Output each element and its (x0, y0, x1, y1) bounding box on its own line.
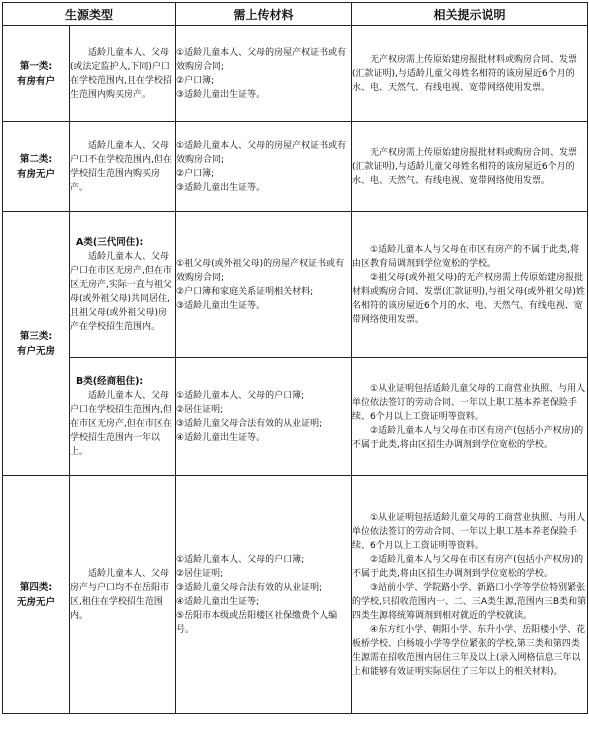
category-sublabel: 有房有户 (16, 75, 55, 87)
note-item: ①适龄儿童本人与父母在市区有房产的不属于此类,将由区教育局调剂到学位宽松的学校。 (352, 244, 579, 269)
material-item: ②居住证明; (176, 568, 224, 579)
material-item: ③适龄儿童父母合法有效的从业证明; (176, 418, 323, 429)
category-sublabel: 无房无户 (16, 596, 55, 608)
description-cell (70, 358, 176, 476)
description-cell (70, 212, 176, 358)
materials-cell (176, 26, 352, 122)
description-cell (70, 122, 176, 212)
material-item: ⑤岳阳市本级或岳阳楼区社保缴费个人编号。 (176, 610, 338, 635)
subcategory-title: A类(三代同住): (76, 236, 144, 248)
table-row (3, 358, 588, 476)
material-item: ④适龄儿童出生证等。 (176, 432, 266, 443)
note-item: ③站前小学、学院路小学、新路口小学等学位特别紧张的学校,只招收范围内一、二、三A类生源,范围内三B类和第四类生源将统筹调剂到相对就近的学校就读。 (352, 582, 587, 621)
material-item: ③适龄儿童出生证等。 (176, 182, 266, 193)
note-item: 无产权房需上传原始建房报批材料或购房合同、发票(汇款证明),与适龄儿童父母姓名相符的该房屋近6个月的水、电、天然气、有线电视、宽带网络使用发票。 (352, 54, 578, 93)
materials-cell (176, 212, 352, 358)
notes-cell (352, 212, 588, 358)
notes-cell (352, 476, 588, 714)
category-cell (3, 212, 70, 476)
category-label: 第二类: (19, 153, 53, 165)
description-text: 适龄儿童本人、父母户口在市区无房产,但在市区无房产,实际一直与祖父母(或外祖父母)共同居住,且祖父母(或外祖父母)房产在学校招生范围内。 (70, 251, 172, 332)
material-item: ①适龄儿童本人、父母的户口簿; (176, 390, 305, 401)
category-sublabel: 有房无户 (16, 168, 55, 180)
header-materials: 需上传材料 (176, 3, 352, 26)
table-row (3, 476, 588, 714)
materials-cell (176, 358, 352, 476)
notes-cell (352, 358, 588, 476)
note-item: ②适龄儿童本人与父母在市区有房产(包括小产权房)的不属于此类,将由区招生办调剂到学位宽松的学校。 (352, 425, 584, 450)
material-item: ①适龄儿童本人、父母的房屋产权证书或有效购房合同; (176, 47, 347, 72)
material-item: ①适龄儿童本人、父母的户口簿; (176, 554, 305, 565)
description-text: 适龄儿童本人、父母户口不在学校范围内,但在学校招生范围内购买房产。 (70, 140, 172, 193)
header-source-type: 生源类型 (3, 3, 176, 26)
subcategory-title: B类(经商租住): (76, 375, 144, 387)
enrollment-table (2, 2, 588, 714)
material-item: ③适龄儿童出生证等。 (176, 300, 266, 311)
category-label: 第四类: (19, 581, 53, 593)
note-item: ①从业证明包括适龄儿童父母的工商营业执照、与用人单位依法签订的劳动合同、一年以上职工基本养老保险手续、6个月以上工资证明等资料。 (352, 512, 586, 551)
category-label: 第一类: (19, 60, 53, 72)
category-cell (3, 26, 70, 122)
category-label: 第三类: (19, 330, 53, 342)
material-item: ③适龄儿童出生证等。 (176, 89, 266, 100)
note-item: ②祖父母(或外祖父母)的无产权房需上传原始建房报批材料或购房合同、发票(汇款证明),与祖父母(或外祖父母)姓名相符的该房屋近6个月的水、电、天然气、有线电视、宽带网络使用发票。 (352, 272, 585, 325)
notes-cell (352, 122, 588, 212)
note-item: ④东方红小学、朝阳小学、东升小学、岳阳楼小学、花板桥学校、白杨坡小学等学位紧张的学校,第三类和第四类生源需在招收范围内居住三年及以上(录入网格信息三年以上和能够有效证明实际居住了三年以上的相关材料)。 (352, 624, 586, 677)
materials-cell (176, 476, 352, 714)
description-text: 适龄儿童本人、父母(或法定监护人,下同)户口在学校范围内,且在学校招生范围内购买房产。 (70, 47, 172, 100)
material-item: ②户口簿; (176, 168, 215, 179)
material-item: ①祖父母(或外祖父母)的房屋产权证书或有效购房合同; (176, 258, 345, 283)
description-text: 适龄儿童本人、父母房产与户口均不在岳阳市区,租住在学校招生范围内。 (70, 568, 170, 621)
table-row (3, 26, 588, 122)
material-item: ②居住证明; (176, 404, 224, 415)
category-cell (3, 476, 70, 714)
material-item: ④适龄儿童出生证等; (176, 596, 260, 607)
header-row (3, 3, 588, 26)
category-sublabel: 有户无房 (16, 345, 55, 357)
table-row (3, 212, 588, 358)
note-item: 无产权房需上传原始建房报批材料或购房合同、发票(汇款证明),与适龄儿童父母姓名相符的该房屋近6个月的水、电、天然气、有线电视、宽带网络使用发票。 (352, 147, 578, 186)
material-item: ③适龄儿童父母合法有效的从业证明; (176, 582, 323, 593)
note-item: ①从业证明包括适龄儿童父母的工商营业执照、与用人单位依法签订的劳动合同、一年以上职工基本养老保险手续、6个月以上工资证明等资料。 (352, 383, 586, 422)
header-notes: 相关提示说明 (352, 3, 588, 26)
material-item: ②户口簿和家庭关系证明相关材料; (176, 286, 314, 297)
description-text: 适龄儿童本人、父母户口在学校招生范围内,但在市区无房产,但在市区在学校招生范围内一年以上。 (70, 390, 172, 457)
materials-cell (176, 122, 352, 212)
notes-cell (352, 26, 588, 122)
description-cell (70, 476, 176, 714)
note-item: ②适龄儿童本人与父母在市区有房产(包括小产权房)的不属于此类,将由区招生办调剂到学位宽松的学校。 (352, 554, 584, 579)
table-row (3, 122, 588, 212)
material-item: ①适龄儿童本人、父母的房屋产权证书或有效购房合同; (176, 140, 347, 165)
material-item: ②户口簿; (176, 75, 215, 86)
category-cell (3, 122, 70, 212)
description-cell (70, 26, 176, 122)
